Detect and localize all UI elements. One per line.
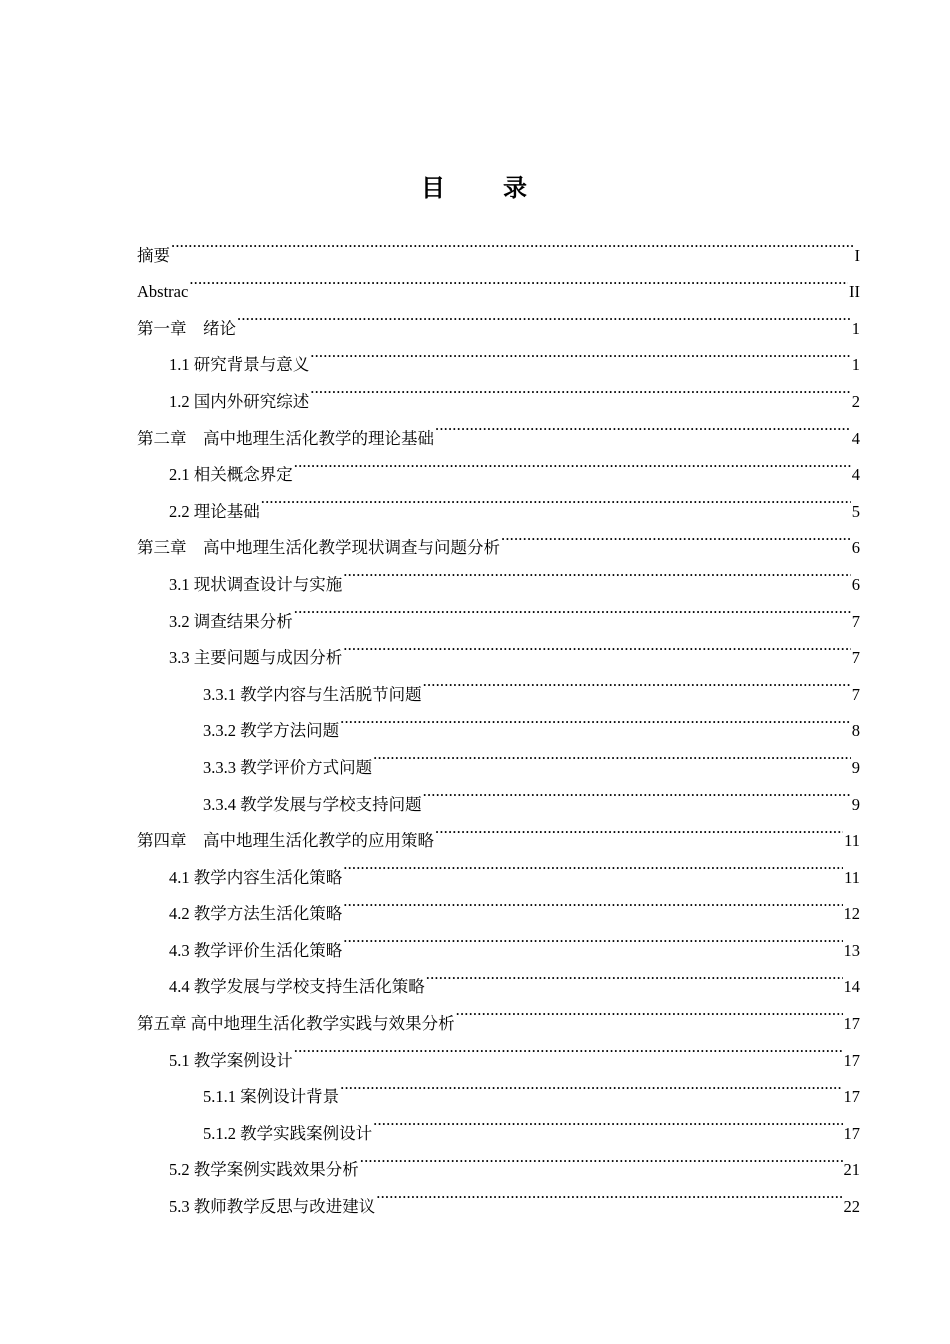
toc-entry-page-number: 11 xyxy=(844,867,860,887)
toc-entry[interactable] xyxy=(0,370,950,411)
toc-leader-dots xyxy=(435,407,851,444)
toc-entry[interactable] xyxy=(0,1102,950,1143)
toc-entry-title: 4.4 教学发展与学校支持生活化策略 xyxy=(169,977,425,997)
toc-entry-title: 3.2 调查结果分析 xyxy=(169,611,293,631)
toc-entry-title: Abstrac xyxy=(137,282,189,302)
toc-entry-page-number: 22 xyxy=(843,1197,860,1217)
toc-entry-page-number: 4 xyxy=(851,465,860,485)
toc-leader-dots xyxy=(340,1066,842,1103)
toc-leader-dots xyxy=(426,956,843,993)
toc-leader-dots xyxy=(373,736,851,773)
toc-title xyxy=(0,168,950,203)
toc-entry[interactable] xyxy=(0,883,950,924)
toc-leader-dots xyxy=(294,444,851,481)
toc-title-char-1: 目 xyxy=(421,174,447,202)
toc-entry-title: 4.3 教学评价生活化策略 xyxy=(169,940,343,960)
toc-entry-title: 第一章 绪论 xyxy=(137,318,236,338)
toc-entry[interactable] xyxy=(0,919,950,960)
toc-leader-dots xyxy=(171,224,854,261)
toc-entry-title: 1.2 国内外研究综述 xyxy=(169,391,310,411)
toc-entry-page-number: 17 xyxy=(843,1087,860,1107)
toc-leader-dots xyxy=(501,517,851,554)
toc-entry-title: 1.1 研究背景与意义 xyxy=(169,355,310,375)
toc-entry-title: 5.1.2 教学实践案例设计 xyxy=(203,1123,373,1143)
toc-entry-title: 3.3.1 教学内容与生活脱节问题 xyxy=(203,684,422,704)
toc-leader-dots xyxy=(343,919,842,956)
toc-entry-page-number: 11 xyxy=(844,831,860,851)
toc-entry-page-number: 8 xyxy=(851,721,860,741)
toc-entry-page-number: 9 xyxy=(851,757,860,777)
toc-entry[interactable] xyxy=(0,956,950,997)
toc-leader-dots xyxy=(237,297,851,334)
toc-entry-title: 3.3 主要问题与成因分析 xyxy=(169,648,343,668)
toc-leader-dots xyxy=(343,553,851,590)
toc-entry-title: 第三章 高中地理生活化教学现状调查与问题分析 xyxy=(137,538,500,558)
toc-entry[interactable] xyxy=(0,700,950,741)
toc-entry-title: 第五章 高中地理生活化教学实践与效果分析 xyxy=(137,1014,455,1034)
toc-entry[interactable] xyxy=(0,1175,950,1217)
toc-entry-title: 2.2 理论基础 xyxy=(169,501,260,521)
toc-leader-dots xyxy=(189,261,848,298)
toc-entry[interactable] xyxy=(0,407,950,448)
toc-entry-page-number: 12 xyxy=(843,904,860,924)
toc-entry-page-number: 9 xyxy=(851,794,860,814)
toc-entry-title: 2.1 相关概念界定 xyxy=(169,465,293,485)
toc-entry-title: 5.3 教师教学反思与改进建议 xyxy=(169,1197,376,1217)
toc-entry-page-number: II xyxy=(849,282,860,302)
toc-leader-dots xyxy=(294,590,851,627)
toc-entry-title: 3.3.4 教学发展与学校支持问题 xyxy=(203,794,422,814)
toc-leader-dots xyxy=(343,846,843,883)
toc-entry[interactable] xyxy=(0,224,950,265)
toc-entry-title: 4.2 教学方法生活化策略 xyxy=(169,904,343,924)
toc-entry-title: 3.3.3 教学评价方式问题 xyxy=(203,757,373,777)
toc-entry-page-number: 17 xyxy=(843,1123,860,1143)
toc-entry[interactable] xyxy=(0,992,950,1034)
toc-title-char-2: 录 xyxy=(503,174,529,202)
toc-leader-dots xyxy=(373,1102,842,1139)
toc-entry-page-number: 2 xyxy=(851,391,860,411)
toc-entry-page-number: 5 xyxy=(851,501,860,521)
toc-entry-page-number: 4 xyxy=(851,428,860,448)
toc-list xyxy=(0,224,950,1217)
toc-entry-title: 4.1 教学内容生活化策略 xyxy=(169,867,343,887)
toc-leader-dots xyxy=(294,1029,843,1066)
toc-leader-dots xyxy=(435,810,843,847)
toc-entry[interactable] xyxy=(0,517,950,558)
toc-entry-title: 5.2 教学案例实践效果分析 xyxy=(169,1160,359,1180)
toc-entry-page-number: 13 xyxy=(843,940,860,960)
toc-entry[interactable] xyxy=(0,590,950,631)
toc-entry-page-number: 1 xyxy=(851,318,860,338)
toc-entry[interactable] xyxy=(0,627,950,668)
toc-entry-title: 3.3.2 教学方法问题 xyxy=(203,721,340,741)
toc-entry[interactable] xyxy=(0,1066,950,1107)
toc-entry[interactable] xyxy=(0,480,950,521)
toc-entry[interactable] xyxy=(0,663,950,704)
toc-entry-page-number: 21 xyxy=(843,1160,860,1180)
toc-leader-dots xyxy=(376,1175,842,1212)
toc-leader-dots xyxy=(310,370,851,407)
toc-entry-title: 3.1 现状调查设计与实施 xyxy=(169,574,343,594)
toc-entry[interactable] xyxy=(0,736,950,777)
toc-entry-title: 5.1.1 案例设计背景 xyxy=(203,1087,340,1107)
toc-entry-page-number: 6 xyxy=(851,574,860,594)
toc-leader-dots xyxy=(456,992,843,1029)
toc-entry[interactable] xyxy=(0,1139,950,1180)
toc-leader-dots xyxy=(310,334,851,371)
toc-leader-dots xyxy=(343,883,842,920)
toc-entry-title: 5.1 教学案例设计 xyxy=(169,1050,293,1070)
toc-leader-dots xyxy=(423,773,851,810)
toc-entry-page-number: 7 xyxy=(851,611,860,631)
toc-leader-dots xyxy=(261,480,851,517)
toc-leader-dots xyxy=(343,627,851,664)
toc-entry-title: 第四章 高中地理生活化教学的应用策略 xyxy=(137,831,434,851)
toc-entry-page-number: 17 xyxy=(843,1050,860,1070)
toc-leader-dots xyxy=(423,663,851,700)
toc-entry-page-number: 7 xyxy=(851,648,860,668)
toc-leader-dots xyxy=(340,700,851,737)
toc-entry-title: 摘要 xyxy=(137,245,170,265)
toc-entry-page-number: 7 xyxy=(851,684,860,704)
toc-entry[interactable] xyxy=(0,773,950,814)
toc-entry[interactable] xyxy=(0,810,950,851)
toc-entry-page-number: I xyxy=(854,245,860,265)
toc-entry-page-number: 17 xyxy=(843,1014,860,1034)
toc-leader-dots xyxy=(360,1139,843,1176)
toc-entry-title: 第二章 高中地理生活化教学的理论基础 xyxy=(137,428,434,448)
toc-entry-page-number: 6 xyxy=(851,538,860,558)
toc-entry-page-number: 1 xyxy=(851,355,860,375)
toc-entry-page-number: 14 xyxy=(843,977,860,997)
